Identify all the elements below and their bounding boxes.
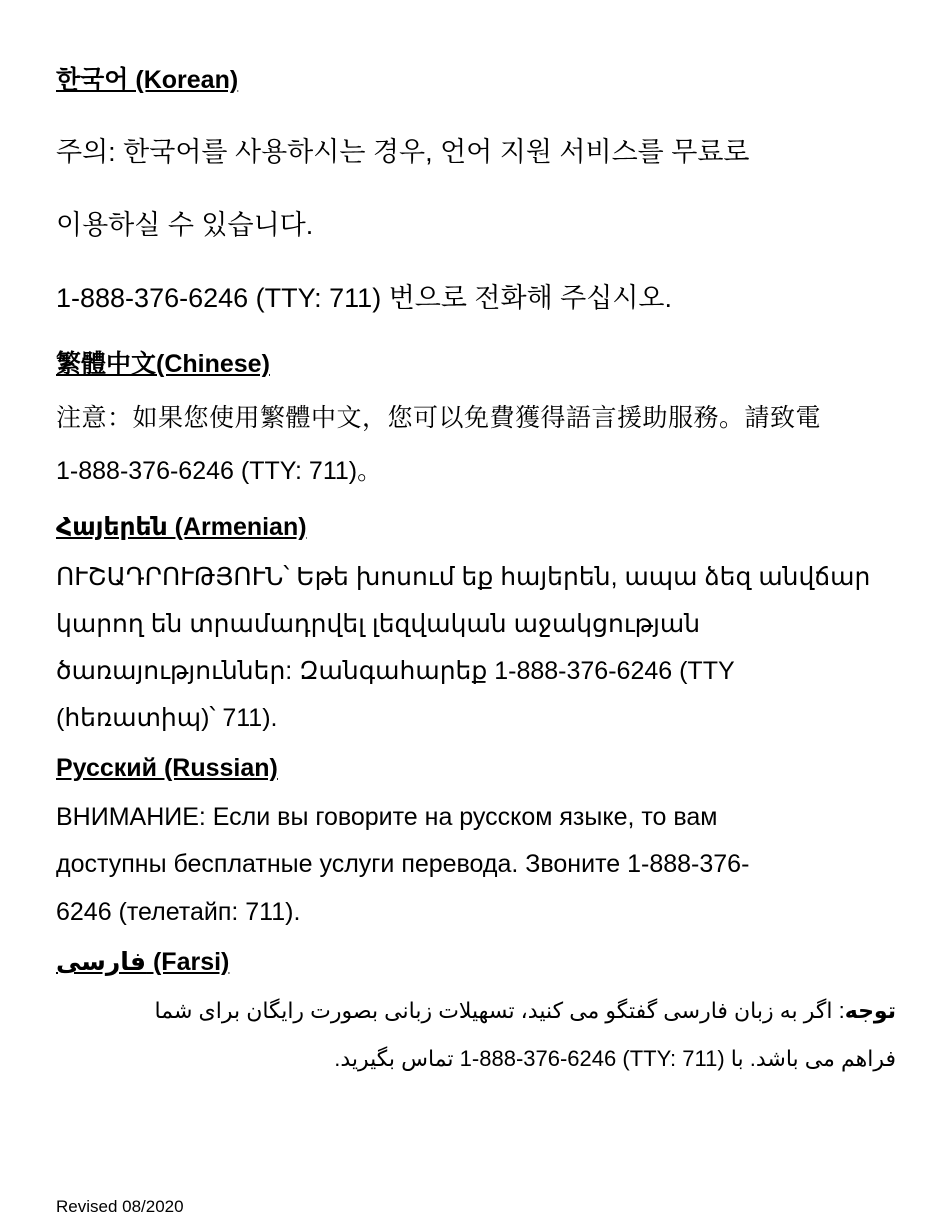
korean-line-2: 이용하실 수 있습니다. bbox=[56, 210, 314, 240]
russian-line-3: 6246 (телетайп: 711). bbox=[56, 898, 301, 926]
chinese-line-2: 1-888-376-6246 (TTY: 711)。 bbox=[56, 457, 383, 485]
armenian-line-4: (հեռատիպ)՝ 711). bbox=[56, 704, 278, 732]
russian-heading: Русский (Russian) bbox=[56, 754, 278, 782]
language-assistance-page bbox=[56, 0, 896, 1230]
farsi-line-2: فراهم می باشد. با (TTY: 711) 1-888-376-6246 تماس بگیرید. bbox=[334, 1046, 896, 1071]
russian-line-1: ВНИМАНИЕ: Если вы говорите на русском языке, то вам bbox=[56, 803, 718, 831]
chinese-heading: 繁體中文(Chinese) bbox=[56, 350, 270, 378]
revised-date: Revised 08/2020 bbox=[56, 1197, 184, 1216]
farsi-heading: فارسی (Farsi) bbox=[56, 948, 230, 976]
korean-line-3: 1-888-376-6246 (TTY: 711) 번으로 전화해 주십시오. bbox=[56, 283, 673, 313]
armenian-heading: Հայերեն (Armenian) bbox=[56, 513, 307, 541]
armenian-line-1: ՈՒՇԱԴՐՈՒԹՅՈՒՆ՝ Եթե խոսում եք հայերեն, ապա ձեզ անվճար bbox=[56, 563, 871, 591]
korean-heading: 한국어 (Korean) bbox=[56, 66, 239, 94]
korean-line-1: 주의: 한국어를 사용하시는 경우, 언어 지원 서비스를 무료로 bbox=[56, 137, 750, 167]
armenian-line-3: ծառայություններ: Զանգահարեք 1-888-376-6246 (TTY bbox=[56, 657, 735, 685]
farsi-line-1-text: : اگر به زبان فارسی گفتگو می کنید، تسهیلات زبانی بصورت رایگان برای شما bbox=[154, 998, 845, 1023]
armenian-line-2: կարող են տրամադրվել լեզվական աջակցության bbox=[56, 610, 701, 638]
farsi-label: توجه bbox=[844, 998, 896, 1023]
russian-line-2: доступны бесплатные услуги перевода. Звоните 1-888-376- bbox=[56, 850, 750, 878]
chinese-line-1: 注意：如果您使用繁體中文，您可以免費獲得語言援助服務。請致電 bbox=[56, 403, 822, 432]
farsi-line-1 bbox=[155, 1000, 896, 1022]
